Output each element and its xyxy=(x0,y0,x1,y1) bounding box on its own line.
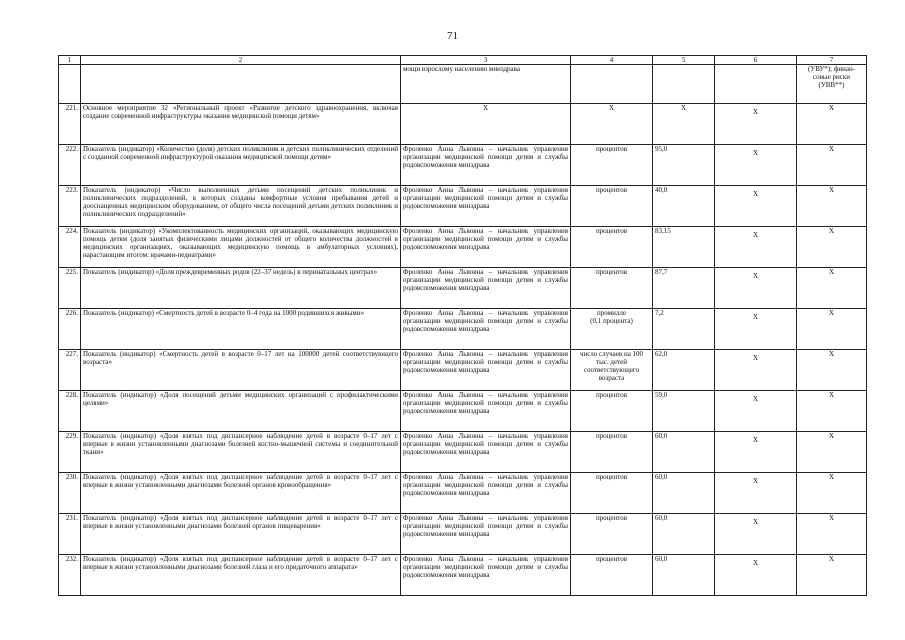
table-row xyxy=(59,555,867,596)
indicator-name: Показатель (индикатор) «Смертность детей в возрасте 0–4 года на 1000 родившихся живыми» xyxy=(81,309,401,350)
column-6-mark xyxy=(715,186,797,227)
indicator-name: Показатель (индикатор) «Укомплектованность медицинских организаций, оказывающих медицинскую помощь детям (доля занятых физическими лицами должностей от общего количества должностей в медицинских организациях, оказывающих медицинскую помощь в амбулаторных условиях), нарастающим итогом: врачами-педиатрами» xyxy=(81,227,401,268)
column-6-mark xyxy=(715,145,797,186)
column-number-row xyxy=(59,56,867,65)
indicator-name: Показатель (индикатор) «Доля взятых под диспансерное наблюдение детей в возрасте 0–17 лет с впервые в жизни установленными диагнозами болезней органов пищеварения» xyxy=(81,514,401,555)
target-value: 40,0 xyxy=(653,186,715,227)
column-6-mark xyxy=(715,514,797,555)
responsible-person: Фроленко Анна Львовна – начальник управления организации медицинской помощи детям и службы родовспоможения минздрава xyxy=(401,309,571,350)
column-7-mark: X xyxy=(797,473,867,514)
row-number: 227. xyxy=(59,350,81,391)
indicator-name: Показатель (индикатор) «Смертность детей в возрасте 0–17 лет на 100000 детей соответствующего возраста» xyxy=(81,350,401,391)
table-row xyxy=(59,227,867,268)
unit-of-measure: процентов xyxy=(571,186,653,227)
column-6-mark xyxy=(715,350,797,391)
column-number-2: 2 xyxy=(81,56,401,65)
indicator-name: Показатель (индикатор) «Количество (доля) детских поликлиник и детских поликлинических отделений с созданной современной инфраструктурой оказания медицинской помощи детям» xyxy=(81,145,401,186)
row-number: 223. xyxy=(59,186,81,227)
row-number: 231. xyxy=(59,514,81,555)
column-6-value: X xyxy=(752,518,759,526)
responsible-person: Фроленко Анна Львовна – начальник управления организации медицинской помощи детям и службы родовспоможения минздрава xyxy=(401,391,571,432)
unit-of-measure: процентов xyxy=(571,432,653,473)
target-value: X xyxy=(653,104,715,145)
row-number: 221. xyxy=(59,104,81,145)
table-row xyxy=(59,309,867,350)
table-row xyxy=(59,432,867,473)
row-number: 232. xyxy=(59,555,81,596)
column-6-value: X xyxy=(752,108,759,116)
continuation-risks: (УВУ*); финан- совые риски (УВВ**) xyxy=(797,65,867,104)
column-6-value: X xyxy=(752,354,759,362)
table-row xyxy=(59,350,867,391)
column-7-mark: X xyxy=(797,227,867,268)
responsible-person: Фроленко Анна Львовна – начальник управления организации медицинской помощи детям и службы родовспоможения минздрава xyxy=(401,432,571,473)
unit-of-measure: промилле (0,1 процента) xyxy=(571,309,653,350)
row-number: 226. xyxy=(59,309,81,350)
row-number: 224. xyxy=(59,227,81,268)
row-number: 228. xyxy=(59,391,81,432)
indicator-name: Показатель (индикатор) «Доля взятых под диспансерное наблюдение детей в возрасте 0–17 лет с впервые в жизни установленными диагнозами болезней органов кровообращения» xyxy=(81,473,401,514)
row-number: 230. xyxy=(59,473,81,514)
target-value: 59,0 xyxy=(653,391,715,432)
column-6-value: X xyxy=(752,559,759,567)
unit-of-measure: X xyxy=(571,104,653,145)
column-6-mark xyxy=(715,432,797,473)
column-6-value: X xyxy=(752,436,759,444)
column-6-value: X xyxy=(752,149,759,157)
column-6-mark xyxy=(715,391,797,432)
responsible-person: Фроленко Анна Львовна – начальник управления организации медицинской помощи детям и службы родовспоможения минздрава xyxy=(401,555,571,596)
responsible-person: Фроленко Анна Львовна – начальник управления организации медицинской помощи детям и службы родовспоможения минздрава xyxy=(401,227,571,268)
column-7-mark: X xyxy=(797,391,867,432)
unit-of-measure: процентов xyxy=(571,473,653,514)
column-number-7: 7 xyxy=(797,56,867,65)
column-7-mark: X xyxy=(797,432,867,473)
column-6-value: X xyxy=(752,190,759,198)
responsible-person: X xyxy=(401,104,571,145)
indicator-name: Основное мероприятие 32 «Региональный проект «Развитие детского здравоохранения, включая создание современной инфраструктуры оказания медицинской помощи детям» xyxy=(81,104,401,145)
column-6-mark xyxy=(715,227,797,268)
unit-of-measure: процентов xyxy=(571,514,653,555)
row-number: 225. xyxy=(59,268,81,309)
indicator-name: Показатель (индикатор) «Число выполненных детьми посещений детских поликлиник и поликлинических подразделений, в которых созданы комфортные условия пребывания детей и дооснащенных медицинским оборудованием, от общего числа посещений детьми детских поликлиник и поликлинических подразделений» xyxy=(81,186,401,227)
column-7-mark: X xyxy=(797,309,867,350)
column-6-mark xyxy=(715,473,797,514)
responsible-person: Фроленко Анна Львовна – начальник управления организации медицинской помощи детям и службы родовспоможения минздрава xyxy=(401,268,571,309)
column-6-value: X xyxy=(752,313,759,321)
table-row xyxy=(59,104,867,145)
row-number: 229. xyxy=(59,432,81,473)
responsible-person: Фроленко Анна Львовна – начальник управления организации медицинской помощи детям и службы родовспоможения минздрава xyxy=(401,514,571,555)
target-value: 83,15 xyxy=(653,227,715,268)
column-7-mark: X xyxy=(797,555,867,596)
column-number-1: 1 xyxy=(59,56,81,65)
indicators-table xyxy=(58,55,867,596)
target-value: 60,0 xyxy=(653,555,715,596)
column-6-value: X xyxy=(752,272,759,280)
unit-of-measure: процентов xyxy=(571,227,653,268)
column-number-5: 5 xyxy=(653,56,715,65)
column-7-mark: X xyxy=(797,268,867,309)
column-6-value: X xyxy=(752,395,759,403)
responsible-person: Фроленко Анна Львовна – начальник управления организации медицинской помощи детям и службы родовспоможения минздрава xyxy=(401,473,571,514)
column-number-6: 6 xyxy=(715,56,797,65)
responsible-person: Фроленко Анна Львовна – начальник управления организации медицинской помощи детям и службы родовспоможения минздрава xyxy=(401,350,571,391)
page-number: 71 xyxy=(447,30,458,42)
column-6-mark xyxy=(715,268,797,309)
column-6-mark xyxy=(715,104,797,145)
column-6-mark xyxy=(715,309,797,350)
column-number-4: 4 xyxy=(571,56,653,65)
responsible-person: Фроленко Анна Львовна – начальник управления организации медицинской помощи детям и службы родовспоможения минздрава xyxy=(401,186,571,227)
column-7-mark: X xyxy=(797,186,867,227)
column-number-3: 3 xyxy=(401,56,571,65)
row-number: 222. xyxy=(59,145,81,186)
unit-of-measure: процентов xyxy=(571,145,653,186)
responsible-person: Фроленко Анна Львовна – начальник управления организации медицинской помощи детям и службы родовспоможения минздрава xyxy=(401,145,571,186)
table-row xyxy=(59,268,867,309)
continuation-row xyxy=(59,65,867,104)
target-value: 95,0 xyxy=(653,145,715,186)
indicator-name: Показатель (индикатор) «Доля преждевременных родов (22–37 недель) в перинатальных центрах» xyxy=(81,268,401,309)
table-row xyxy=(59,186,867,227)
unit-of-measure: процентов xyxy=(571,391,653,432)
target-value: 7,2 xyxy=(653,309,715,350)
column-6-value: X xyxy=(752,231,759,239)
target-value: 62,0 xyxy=(653,350,715,391)
table-row xyxy=(59,145,867,186)
target-value: 60,0 xyxy=(653,473,715,514)
continuation-responsible: мощи взрослому населению минздрава xyxy=(401,65,571,104)
table-row xyxy=(59,391,867,432)
table-row xyxy=(59,473,867,514)
column-6-mark xyxy=(715,555,797,596)
table-row xyxy=(59,514,867,555)
indicator-name: Показатель (индикатор) «Доля взятых под диспансерное наблюдение детей в возрасте 0–17 лет с впервые в жизни установленными диагнозами болезней костно-мышечной системы и соединительной ткани» xyxy=(81,432,401,473)
target-value: 60,0 xyxy=(653,514,715,555)
column-7-mark: X xyxy=(797,514,867,555)
column-7-mark: X xyxy=(797,145,867,186)
column-6-value: X xyxy=(752,477,759,485)
unit-of-measure: процентов xyxy=(571,555,653,596)
column-7-mark: X xyxy=(797,104,867,145)
target-value: 87,7 xyxy=(653,268,715,309)
unit-of-measure: число случаев на 100 тыс. детей соответствующего возраста xyxy=(571,350,653,391)
indicator-name: Показатель (индикатор) «Доля взятых под диспансерное наблюдение детей в возрасте 0–17 лет с впервые в жизни установленными диагнозами болезней глаза и его придаточного аппарата» xyxy=(81,555,401,596)
unit-of-measure: процентов xyxy=(571,268,653,309)
indicator-name: Показатель (индикатор) «Доля посещений детьми медицинских организаций с профилактическими целями» xyxy=(81,391,401,432)
column-7-mark: X xyxy=(797,350,867,391)
target-value: 60,0 xyxy=(653,432,715,473)
